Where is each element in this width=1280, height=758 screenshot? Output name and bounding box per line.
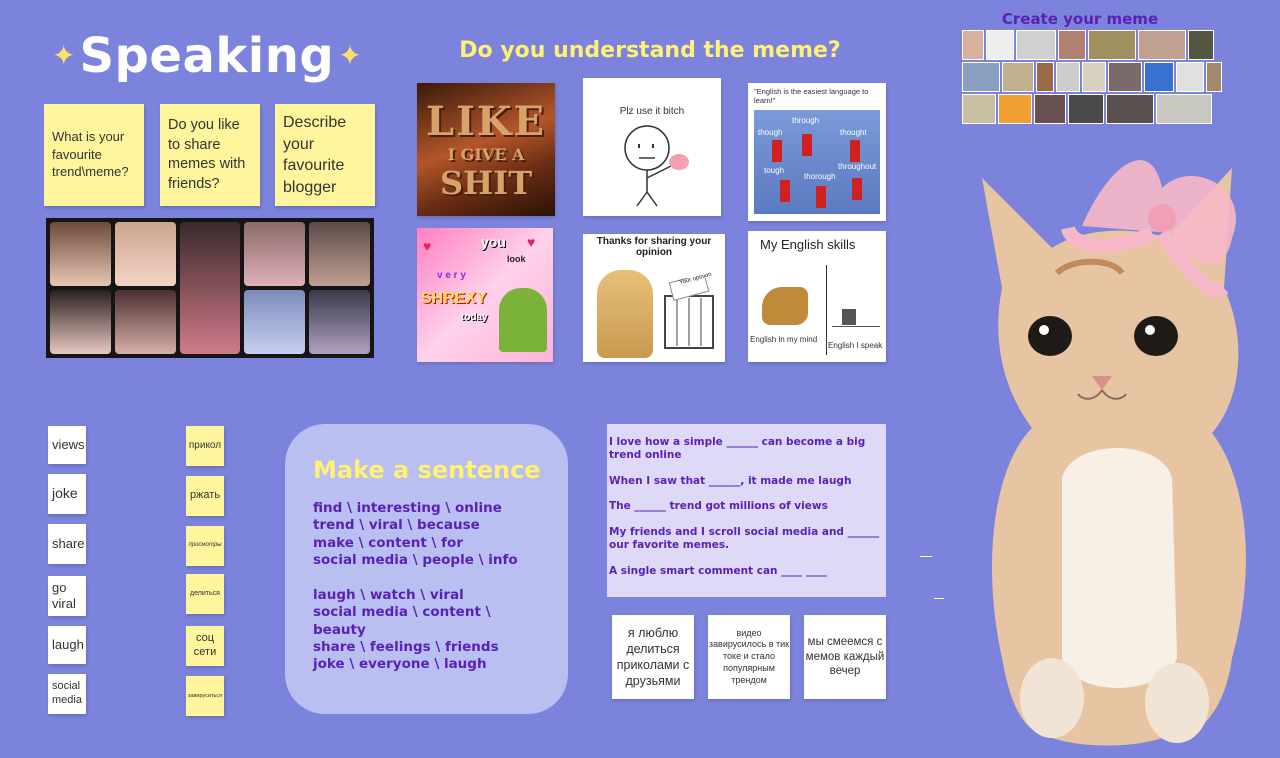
question-sticky-2[interactable]: Do you like to share memes with friends? [160,104,260,206]
vocab-en-card[interactable]: joke [48,474,86,514]
meme-template-thumbnail[interactable] [1016,30,1056,60]
meme-skills-right: English I speak [828,341,883,350]
meme-stickman-image[interactable] [583,78,721,216]
meme-like-line2: I GIVE A [447,144,525,164]
stickman-drawing [583,78,721,216]
meme-template-thumbnail[interactable] [998,94,1032,124]
meme-template-thumbnail[interactable] [1088,30,1136,60]
meme-template-thumbnail[interactable] [1188,30,1214,60]
english-word: throughout [838,161,877,171]
kitten-with-bow-image[interactable] [962,138,1280,750]
meme-template-thumbnail[interactable] [1176,62,1204,92]
collage-photo [180,222,241,354]
vocab-en-card[interactable]: social media [48,674,86,714]
shrek-word: v e r y [437,270,466,281]
sparkle-icon: ✦ [338,40,362,71]
question-sticky-3[interactable]: Describe your favourite blogger [275,104,375,206]
meme-template-thumbnail[interactable] [1056,62,1080,92]
meme-thanks-image[interactable] [583,234,725,362]
meme-template-thumbnail[interactable] [1144,62,1174,92]
fill-in-blanks-panel[interactable] [607,424,886,597]
english-word: thorough [804,171,836,181]
vocab-en-card[interactable]: laugh [48,626,86,664]
translate-card[interactable]: я люблю делиться приколами с друзьями [612,615,694,699]
collage-photo [115,290,176,354]
vocab-ru-card[interactable]: завируситься [186,676,224,716]
shrek-word: today [461,312,488,323]
meme-template-thumbnail[interactable] [986,30,1014,60]
meme-skills-left: English in my mind [750,335,818,344]
shrek-figure [499,288,547,352]
meme-template-thumbnail[interactable] [1156,94,1212,124]
meme-template-thumbnail[interactable] [1108,62,1142,92]
meme-template-thumbnail[interactable] [1034,94,1066,124]
meme-english-caption: "English is the easiest language to learn!" [754,87,869,106]
meme-template-thumbnail[interactable] [962,62,1000,92]
word-group-line: find \ interesting \ online [313,500,502,516]
translate-card[interactable]: мы смеемся с мемов каждый вечер [804,615,886,699]
meme-stickman-caption: Plz use it bitch [619,106,685,117]
make-sentence-panel [285,424,568,714]
blank-sentence: My friends and I scroll social media and ______ our favorite memes. [609,525,880,552]
ground-line [832,326,880,327]
meme-template-thumbnail[interactable] [1036,62,1054,92]
collage-photo [115,222,176,286]
collage-photo [309,290,370,354]
word-group-line: social media \ people \ info [313,551,518,568]
meme-template-thumbnail[interactable] [1138,30,1186,60]
word-group-line: joke \ everyone \ laugh [313,656,487,673]
divider [934,598,944,599]
collage-photo [244,290,305,354]
doge-figure [597,270,653,358]
english-word: though [758,127,783,137]
blogger-collage-image[interactable] [46,218,374,358]
meme-template-thumbnail[interactable] [962,30,984,60]
heart-icon: ♥ [423,238,432,254]
english-word: thought [840,127,867,137]
translate-card[interactable]: видео завирусилось в тик токе и стало популярным трендом [708,615,790,699]
meme-template-gallery [962,30,1224,124]
meme-template-thumbnail[interactable] [1206,62,1222,92]
blank-sentence: The ______ trend got millions of views [609,500,828,513]
heart-icon: ♥ [527,234,536,250]
word-group-line: make \ content \ for [313,534,463,551]
shrek-word: SHREXY [421,290,487,307]
memes-heading: Do you understand the meme? [459,38,841,63]
vocab-en-card[interactable]: share [48,524,86,564]
divider [826,265,827,355]
meme-template-thumbnail[interactable] [1058,30,1086,60]
meme-english-image[interactable] [748,83,886,221]
trash-can-icon [659,278,719,350]
vocab-ru-card[interactable]: делиться [186,574,224,614]
dino-pixel-icon [842,309,856,325]
shrek-word: you [481,234,506,250]
meme-like-image[interactable] [417,83,555,216]
word-group-2 [313,587,548,673]
meme-like-line3: SHIT [439,163,533,202]
collage-photo [309,222,370,286]
meme-template-thumbnail[interactable] [1002,62,1034,92]
title-text: Speaking [79,28,335,84]
shrek-word: look [507,254,526,264]
spiderman-scene [754,110,880,214]
english-word: tough [764,165,785,175]
vocab-ru-card[interactable]: ржать [186,476,224,516]
vocab-ru-card[interactable]: просмотры [186,526,224,566]
word-group-line: trend \ viral \ because [313,517,480,534]
meme-template-thumbnail[interactable] [1082,62,1106,92]
create-meme-heading: Create your meme [1001,10,1159,28]
meme-shrek-image[interactable] [417,228,553,362]
meme-skills-title: My English skills [760,237,856,252]
divider [920,556,932,557]
meme-thanks-caption: Thanks for sharing your opinion [596,236,712,258]
word-group-line: share \ feelings \ friends [313,638,499,655]
trash-paper-text: Your opinion [678,271,713,287]
blank-sentence: I love how a simple ______ can become a big trend online [609,436,866,462]
sparkle-icon: ✦ [52,40,76,71]
make-sentence-heading: Make a sentence [313,456,541,484]
blank-sentence: When I saw that ______, it made me laugh [609,474,852,487]
t-rex-image [762,287,808,325]
english-word: through [792,115,820,125]
collage-photo [244,222,305,286]
meme-template-thumbnail[interactable] [1106,94,1154,124]
meme-like-line1: LIKE [425,97,547,145]
word-group-1 [313,500,548,569]
collage-photo [50,222,111,286]
word-group-line: laugh \ watch \ viral [313,587,464,604]
question-sticky-1[interactable]: What is your favourite trend\meme? [44,104,144,206]
vocab-ru-card[interactable]: соц сети [186,626,224,666]
meme-template-thumbnail[interactable] [1068,94,1104,124]
vocab-ru-card[interactable]: прикол [186,426,224,466]
collage-photo [50,290,111,354]
meme-english-skills-image[interactable] [748,231,886,362]
board-title [52,24,382,88]
meme-template-thumbnail[interactable] [962,94,996,124]
blank-sentence: A single smart comment can ____ ____ [609,564,827,577]
vocab-en-card[interactable]: go viral [48,576,86,616]
vocab-en-card[interactable]: views [48,426,86,464]
spiderman-figures [754,110,880,214]
word-group-line: social media \ content \ beauty [313,604,491,638]
